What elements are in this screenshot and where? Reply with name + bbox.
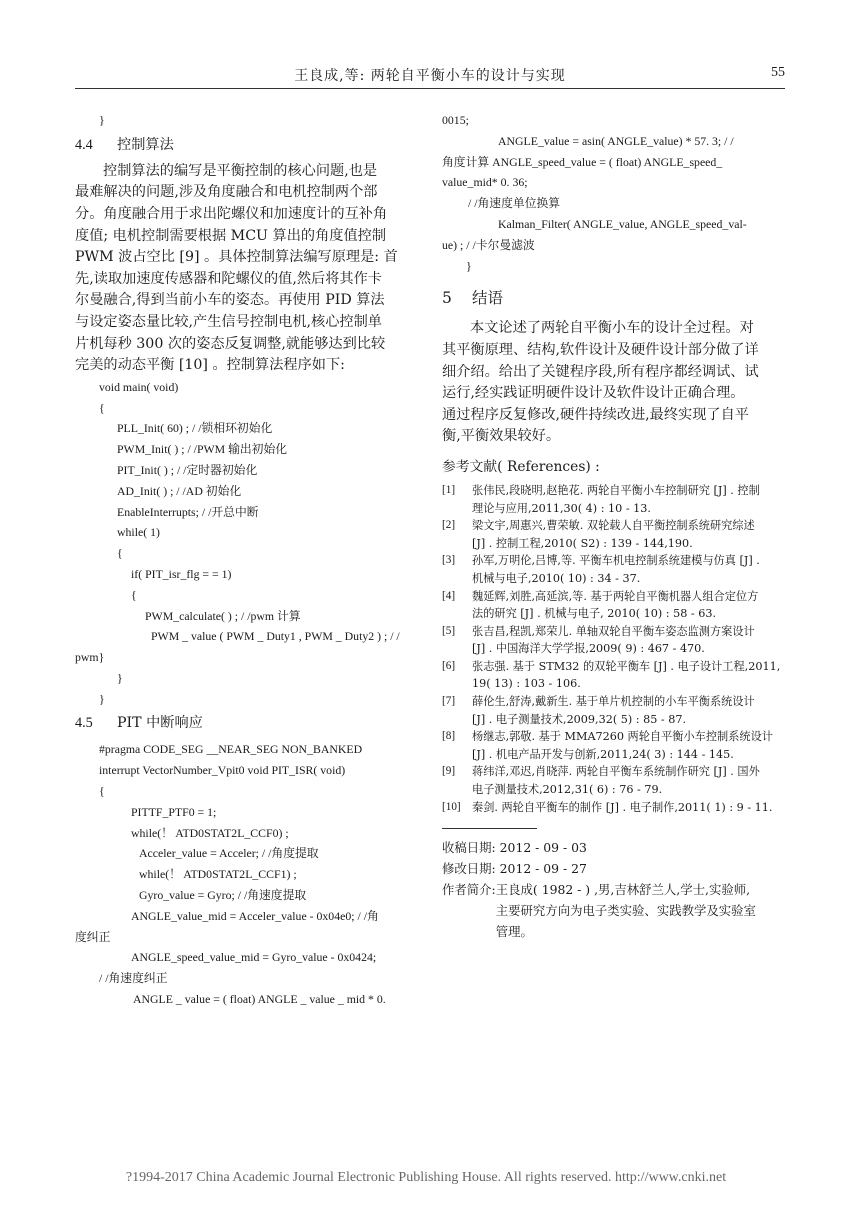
reference-text: [J] . 机电产品开发与创新,2011,24( 3) : 144 - 145.: [472, 747, 734, 761]
code-line: while( 1): [117, 525, 160, 540]
paragraph-line: 本文论述了两轮自平衡小车的设计全过程。对: [470, 320, 754, 337]
right-column: [442, 110, 782, 942]
section-title: 控制算法: [117, 136, 174, 153]
code-block-continued: [442, 110, 782, 276]
code-line: {: [117, 546, 123, 561]
reference-text: 机械与电子,2010( 10) : 34 - 37.: [472, 571, 641, 585]
code-line: while(！ ATD0STAT2L_CCF0) ;: [131, 825, 289, 840]
reference-text: 梁文宇,周惠兴,曹荣敏. 双轮载人自平衡控制系统研究综述: [472, 519, 755, 533]
paragraph-line: 片机每秒 300 次的姿态反复调整,就能够达到比较: [75, 335, 386, 352]
paragraph-line: 控制算法的编写是平衡控制的核心问题,也是: [103, 162, 378, 179]
paragraph-line: 细介绍。给出了关键程序段,所有程序都经调试、试: [442, 363, 759, 380]
reference-item: [442, 763, 782, 798]
references-heading: 参考文献( References) :: [442, 458, 600, 475]
paragraph-line: 与设定姿态量比较,产生信号控制电机,核心控制单: [75, 313, 382, 330]
copyright-footer: ?1994-2017 China Academic Journal Electronic Publishing House. All rights reserved. http://www.cnki.net: [125, 1170, 727, 1185]
section-number: 5: [442, 289, 452, 308]
code-line: PWM_calculate( ) ; / /pwm 计算: [145, 608, 301, 623]
paragraph-line: 最难解决的问题,涉及角度融合和电机控制两个部: [75, 184, 378, 201]
reference-item: [442, 658, 782, 693]
reference-text: 电子测量技术,2012,31( 6) : 76 - 79.: [472, 783, 663, 797]
code-line: ANGLE _ value = ( float) ANGLE _ value _ mid * 0.: [133, 992, 386, 1007]
code-line: PIT_Init( ) ; / /定时器初始化: [117, 462, 258, 477]
paragraph-line: 衡,平衡效果较好。: [442, 428, 561, 445]
reference-number: [3]: [442, 554, 456, 567]
author-bio-line: 主要研究方向为电子类实验、实践教学及实验室: [495, 903, 756, 919]
paragraph-conclusion: [442, 318, 782, 448]
code-line: {: [99, 400, 105, 415]
author-bio-line: 管理。: [495, 924, 533, 940]
footnote-divider: [442, 828, 537, 829]
code-line: void main( void): [99, 379, 179, 394]
paragraph-line: 度值; 电机控制需要根据 MCU 算出的角度值控制: [75, 227, 387, 244]
running-header: [75, 62, 785, 89]
code-line: if( PIT_isr_flg = = 1): [131, 566, 232, 581]
code-line: ANGLE_value = asin( ANGLE_value) * 57. 3; / /: [498, 133, 734, 148]
reference-text: 张伟民,段晓明,赵艳花. 两轮自平衡小车控制研究 [J] . 控制: [472, 483, 760, 497]
running-title: 王良成,等: 两轮自平衡小车的设计与实现: [294, 68, 566, 84]
reference-text: [J] . 中国海洋大学学报,2009( 9) : 467 - 470.: [472, 642, 705, 656]
reference-number: [6]: [442, 659, 456, 672]
paragraph-line: 先,读取加速度传感器和陀螺仪的值,然后将其作卡: [75, 270, 382, 287]
code-line: #pragma CODE_SEG __NEAR_SEG NON_BANKED: [99, 742, 363, 757]
reference-text: 秦剑. 两轮自平衡车的制作 [J] . 电子制作,2011( 1) : 9 - 11.: [472, 800, 773, 814]
reference-item: [442, 623, 782, 658]
revised-date: 修改日期: 2012 - 09 - 27: [442, 861, 587, 877]
code-line: Gyro_value = Gyro; / /角速度提取: [139, 888, 307, 903]
code-line: pwm}: [75, 650, 105, 665]
reference-number: [10]: [442, 800, 461, 813]
section-title: PIT 中断响应: [117, 715, 203, 732]
section-title: 结语: [472, 289, 504, 308]
code-line: PLL_Init( 60) ; / /锁相环初始化: [117, 421, 273, 436]
code-line: / /角速度纠正: [99, 971, 168, 986]
reference-text: 法的研究 [J] . 机械与电子, 2010( 10) : 58 - 63.: [472, 607, 717, 621]
paragraph-line: 通过程序反复修改,硬件持续改进,最终实现了自平: [442, 406, 749, 423]
reference-text: 理论与应用,2011,30( 4) : 10 - 13.: [472, 501, 651, 515]
code-line: }: [99, 691, 105, 706]
code-line: ANGLE_value_mid = Acceler_value - 0x04e0; / /角: [131, 908, 379, 923]
received-date: 收稿日期: 2012 - 09 - 03: [442, 840, 587, 856]
code-line: PITTF_PTF0 = 1;: [131, 804, 217, 819]
reference-item: [442, 799, 782, 817]
code-line: PWM _ value ( PWM _ Duty1 , PWM _ Duty2 ) ; / /: [151, 629, 400, 644]
reference-item: [442, 552, 782, 587]
paragraph-line: 完美的动态平衡 [10] 。控制算法程序如下:: [75, 357, 345, 374]
code-line: while(！ ATD0STAT2L_CCF1) ;: [139, 867, 297, 882]
reference-text: 蒋纬洋,邓迟,肖晓萍. 两轮自平衡车系统制作研究 [J] . 国外: [472, 765, 760, 779]
reference-text: 张吉昌,程凯,郑荣儿. 单轴双轮自平衡车姿态监测方案设计: [472, 624, 755, 638]
reference-number: [9]: [442, 765, 456, 778]
reference-item: [442, 728, 782, 763]
author-bio: [442, 879, 782, 942]
paragraph-control-algorithm: [75, 161, 410, 377]
author-bio-label: 作者简介:: [442, 882, 496, 898]
reference-text: [J] . 控制工程,2010( S2) : 139 - 144,190.: [472, 536, 693, 550]
code-line: interrupt VectorNumber_Vpit0 void PIT_ISR( void): [99, 763, 346, 778]
section-heading-4-5: [75, 711, 410, 735]
code-line: {: [99, 784, 105, 799]
code-line: Acceler_value = Acceler; / /角度提取: [139, 846, 319, 861]
code-line: AD_Init( ) ; / /AD 初始化: [117, 483, 242, 498]
reference-text: 魏延辉,刘胜,高延滨,等. 基于两轮自平衡机器人组合定位方: [472, 589, 759, 603]
code-line: }: [117, 670, 123, 685]
code-line: 角度计算 ANGLE_speed_value = ( float) ANGLE_speed_: [442, 154, 723, 169]
reference-list: [442, 482, 782, 816]
reference-item: [442, 693, 782, 728]
reference-number: [5]: [442, 624, 456, 637]
reference-item: [442, 482, 782, 517]
page-number: 55: [771, 65, 785, 80]
reference-number: [1]: [442, 483, 456, 496]
reference-text: 张志强. 基于 STM32 的双轮平衡车 [J] . 电子设计工程,2011,: [472, 659, 781, 673]
code-line: {: [131, 587, 137, 602]
reference-text: 薛伦生,舒涛,戴新生. 基于单片机控制的小车平衡系统设计: [472, 695, 755, 709]
section-heading-5: [442, 284, 782, 312]
code-line: ue) ; / /卡尔曼滤波: [442, 237, 535, 252]
code-line: PWM_Init( ) ; / /PWM 输出初始化: [117, 442, 288, 457]
code-line: value_mid* 0. 36;: [442, 175, 528, 190]
code-block-main: [75, 377, 410, 710]
left-column: [75, 110, 410, 1010]
article-metadata: [442, 837, 782, 942]
section-number: 4.4: [75, 136, 93, 153]
code-line: }: [466, 258, 472, 273]
code-block-pit: [75, 739, 410, 1009]
paragraph-line: PWM 波占空比 [9] 。具体控制算法编写原理是: 首: [75, 249, 398, 266]
reference-text: 杨继志,郭敬. 基于 MMA7260 两轮自平衡小车控制系统设计: [472, 730, 773, 744]
reference-number: [2]: [442, 519, 456, 532]
code-line: Kalman_Filter( ANGLE_value, ANGLE_speed_val-: [498, 216, 747, 231]
reference-item: [442, 588, 782, 623]
reference-number: [4]: [442, 589, 456, 602]
reference-text: [J] . 电子测量技术,2009,32( 5) : 85 - 87.: [472, 712, 687, 726]
code-line: ANGLE_speed_value_mid = Gyro_value - 0x0424;: [131, 950, 377, 965]
code-line: 度纠正: [75, 929, 111, 944]
paragraph-line: 分。角度融合用于求出陀螺仪和加速度计的互补角: [75, 205, 388, 222]
code-line: / /角速度单位换算: [468, 196, 561, 211]
reference-text: 19( 13) : 103 - 106.: [472, 677, 581, 691]
code-line: 0015;: [442, 113, 469, 127]
paragraph-line: 其平衡原理、结构,软件设计及硬件设计部分做了详: [442, 341, 759, 358]
reference-number: [8]: [442, 730, 456, 743]
author-bio-line: 王良成( 1982 - ) ,男,吉林舒兰人,学士,实验师,: [495, 882, 751, 898]
section-heading-4-4: [75, 133, 410, 157]
code-line: }: [99, 113, 105, 127]
section-number: 4.5: [75, 715, 93, 732]
reference-text: 孙军,万明伦,吕博,等. 平衡车机电控制系统建模与仿真 [J] .: [472, 554, 760, 568]
paragraph-line: 尔曼融合,得到当前小车的姿态。再使用 PID 算法: [75, 292, 385, 309]
reference-number: [7]: [442, 695, 456, 708]
reference-item: [442, 517, 782, 552]
paragraph-line: 运行,经实践证明硬件设计及软件设计正确合理。: [442, 385, 745, 402]
code-line: EnableInterrupts; / /开总中断: [117, 504, 259, 519]
